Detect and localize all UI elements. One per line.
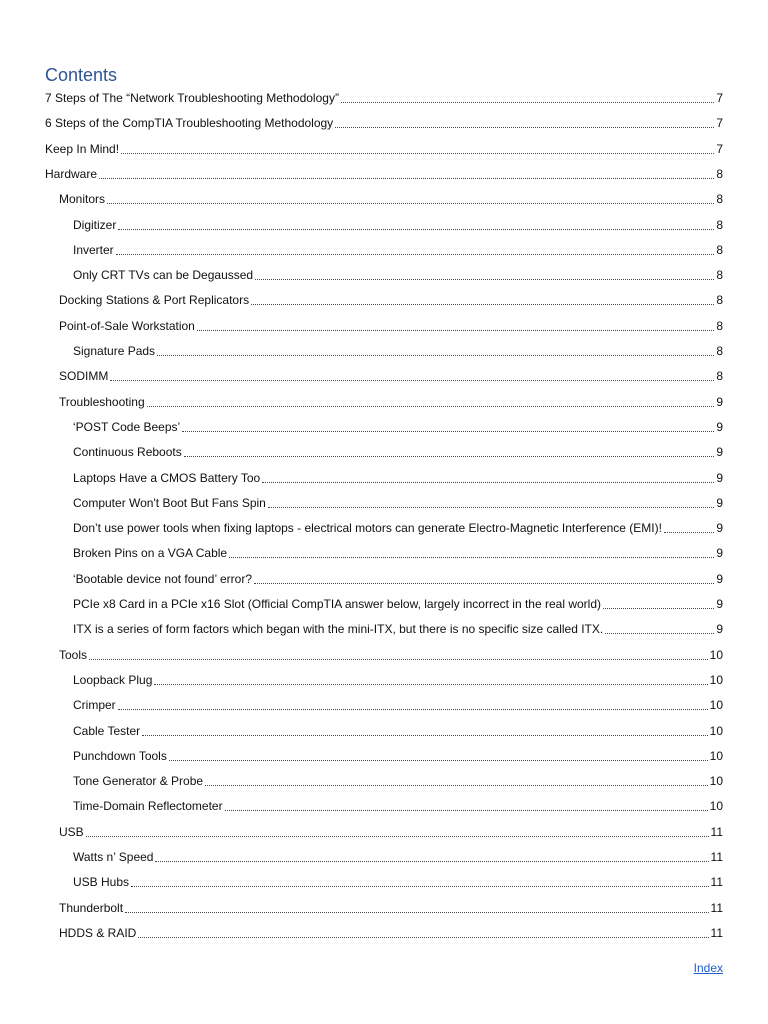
toc-entry-page-number: 10 (709, 774, 723, 789)
toc-entry-page-number: 9 (716, 495, 723, 510)
index-link[interactable]: Index (693, 961, 723, 975)
toc-entry-title: Inverter (73, 242, 114, 257)
toc-entry-page-number: 9 (716, 419, 723, 434)
toc-entry-page-number: 11 (710, 875, 723, 890)
toc-entry-page-number: 10 (709, 748, 723, 763)
toc-entry[interactable] (73, 693, 723, 713)
toc-entry-title: Point-of-Sale Workstation (59, 318, 195, 333)
toc-entry[interactable] (73, 719, 723, 739)
toc-entry-page-number: 8 (716, 293, 723, 308)
toc-dot-leader (131, 885, 709, 887)
toc-entry[interactable] (73, 491, 723, 511)
toc-dot-leader (184, 455, 715, 457)
toc-entry[interactable] (73, 870, 723, 890)
toc-entry[interactable] (59, 288, 723, 308)
toc-entry-title: Continuous Reboots (73, 445, 182, 460)
toc-entry-page-number: 8 (716, 242, 723, 257)
toc-dot-leader (605, 632, 714, 634)
toc-heading: Contents (45, 65, 118, 85)
toc-entry[interactable] (45, 162, 723, 182)
toc-entry-page-number: 9 (716, 394, 723, 409)
toc-entry-title: Monitors (59, 192, 106, 207)
toc-entry-page-number: 10 (709, 672, 723, 687)
toc-entry[interactable] (73, 668, 723, 688)
toc-entry-title: Broken Pins on a VGA Cable (73, 546, 228, 561)
toc-entry[interactable] (59, 364, 723, 384)
toc-entry[interactable] (73, 213, 723, 233)
toc-entry[interactable] (59, 820, 723, 840)
toc-entry-page-number: 11 (710, 850, 723, 864)
toc-dot-leader (118, 228, 714, 230)
toc-entry-page-number: 10 (709, 723, 723, 738)
toc-dot-leader (268, 506, 714, 508)
toc-entry[interactable] (73, 617, 723, 637)
toc-entry-title: Watts n’ Speed (73, 850, 154, 864)
toc-dot-leader (603, 607, 714, 609)
toc-entry-title: Tools (59, 647, 88, 662)
toc-dot-leader (142, 734, 707, 736)
toc-entry[interactable] (73, 541, 723, 561)
toc-dot-leader (99, 177, 714, 179)
toc-dot-leader (116, 253, 715, 255)
toc-dot-leader (157, 354, 714, 356)
toc-entry-title: 7 Steps of The “Network Troubleshooting Methodology” (45, 91, 339, 105)
toc-dot-leader (147, 405, 715, 407)
toc-entry-title: Keep In Mind! (45, 141, 120, 156)
toc-entry-title: Loopback Plug (73, 672, 153, 687)
toc-dot-leader (197, 329, 714, 331)
toc-entry-title: ‘Bootable device not found’ error? (73, 571, 253, 586)
toc-dot-leader (138, 936, 708, 938)
toc-entry-page-number: 8 (716, 268, 723, 283)
toc-entry-title: SODIMM (59, 369, 109, 384)
toc-entry[interactable] (59, 314, 723, 334)
toc-entry-title: Cable Tester (73, 723, 141, 738)
toc-dot-leader (664, 531, 714, 533)
toc-entry[interactable] (73, 794, 723, 814)
toc-entry-page-number: 8 (716, 166, 723, 181)
toc-dot-leader (125, 911, 708, 913)
toc-entry-title: USB Hubs (73, 875, 130, 890)
toc-entry-title: HDDS & RAID (59, 925, 137, 940)
toc-entry-page-number: 9 (716, 571, 723, 586)
toc-entry-title: Tone Generator & Probe (73, 774, 204, 789)
toc-entry-title: Docking Stations & Port Replicators (59, 293, 250, 308)
toc-entry-title: 6 Steps of the CompTIA Troubleshooting Methodology (45, 116, 334, 131)
toc-dot-leader (89, 658, 708, 660)
toc-dot-leader (155, 860, 708, 862)
toc-entry-title: Crimper (73, 698, 116, 713)
toc-entry[interactable] (73, 415, 723, 435)
toc-entry-page-number: 8 (716, 369, 723, 384)
toc-entry-title: PCIe x8 Card in a PCIe x16 Slot (Official CompTIA answer below, largely incorrect in the real world) (73, 597, 601, 611)
toc-dot-leader (169, 759, 708, 761)
toc-entry-page-number: 8 (716, 217, 723, 232)
toc-entry-page-number: 7 (716, 141, 723, 156)
toc-dot-leader (254, 582, 714, 584)
toc-dot-leader (107, 202, 714, 204)
toc-entry-page-number: 9 (716, 546, 723, 561)
toc-entry-page-number: 9 (716, 521, 723, 536)
toc-entry-page-number: 9 (716, 445, 723, 460)
toc-entry-title: Signature Pads (73, 344, 156, 358)
toc-entry[interactable] (73, 466, 723, 486)
toc-entry[interactable] (59, 921, 723, 941)
toc-entry-page-number: 7 (716, 116, 723, 131)
toc-entry-page-number: 10 (709, 799, 723, 814)
toc-entry-page-number: 9 (716, 622, 723, 637)
toc-entry-page-number: 10 (709, 698, 723, 713)
toc-entry-page-number: 7 (716, 91, 723, 105)
toc-entry-page-number: 10 (709, 647, 723, 662)
toc-entry-page-number: 11 (710, 925, 723, 940)
toc-dot-leader (251, 303, 714, 305)
toc-entry[interactable] (73, 845, 723, 865)
toc-dot-leader (86, 835, 709, 837)
toc-entry-title: Digitizer (73, 217, 117, 232)
toc-entry[interactable] (45, 86, 723, 106)
toc-entry[interactable] (73, 339, 723, 359)
toc-dot-leader (182, 430, 714, 432)
toc-entry[interactable] (59, 643, 723, 663)
toc-entry-title: USB (59, 824, 84, 839)
toc-entry-title: Laptops Have a CMOS Battery Too (73, 470, 261, 485)
toc-entry-page-number: 9 (716, 470, 723, 485)
toc-entry-title: Don’t use power tools when fixing laptops - electrical motors can generate Electro-Magnetic Interference (EMI)! (73, 521, 662, 536)
toc-dot-leader (255, 278, 714, 280)
toc-entry-page-number: 11 (710, 900, 723, 915)
toc-entry[interactable] (45, 137, 723, 157)
toc-dot-leader (110, 379, 714, 381)
toc-entry[interactable] (73, 238, 723, 258)
toc-entry-title: Time-Domain Reflectometer (73, 799, 223, 814)
toc-entry-title: ITX is a series of form factors which began with the mini-ITX, but there is no specific size called ITX. (73, 622, 604, 637)
toc-dot-leader (205, 784, 708, 786)
toc-dot-leader (154, 683, 707, 685)
toc-entry-page-number: 8 (716, 318, 723, 333)
toc-entry-title: ‘POST Code Beeps’ (73, 419, 181, 434)
toc-entry-title: Troubleshooting (59, 394, 145, 409)
toc-entry[interactable] (73, 592, 723, 612)
toc-dot-leader (118, 708, 708, 710)
toc-dot-leader (262, 481, 714, 483)
toc-entry-title: Only CRT TVs can be Degaussed (73, 268, 254, 283)
toc-entry-title: Computer Won't Boot But Fans Spin (73, 495, 266, 510)
toc-dot-leader (225, 809, 708, 811)
toc-entry-page-number: 9 (716, 597, 723, 611)
toc-entry-title: Thunderbolt (59, 900, 124, 915)
toc-entry-page-number: 11 (710, 824, 723, 839)
toc-entry[interactable] (73, 769, 723, 789)
toc-entry[interactable] (59, 896, 723, 916)
toc-entry[interactable] (73, 744, 723, 764)
toc-entry[interactable] (45, 111, 723, 131)
toc-entry-title: Hardware (45, 166, 98, 181)
toc-entry[interactable] (59, 390, 723, 410)
toc-entry[interactable] (73, 516, 723, 536)
toc-dot-leader (229, 556, 714, 558)
toc-entry-page-number: 8 (716, 192, 723, 207)
toc-entry-page-number: 8 (716, 344, 723, 358)
toc-entry[interactable] (73, 263, 723, 283)
toc-entry-title: Punchdown Tools (73, 748, 167, 763)
toc-entry[interactable] (73, 567, 723, 587)
toc-dot-leader (335, 126, 714, 128)
toc-dot-leader (121, 152, 714, 154)
toc-entry[interactable] (73, 440, 723, 460)
toc-entry[interactable] (59, 187, 723, 207)
toc-dot-leader (341, 101, 714, 103)
